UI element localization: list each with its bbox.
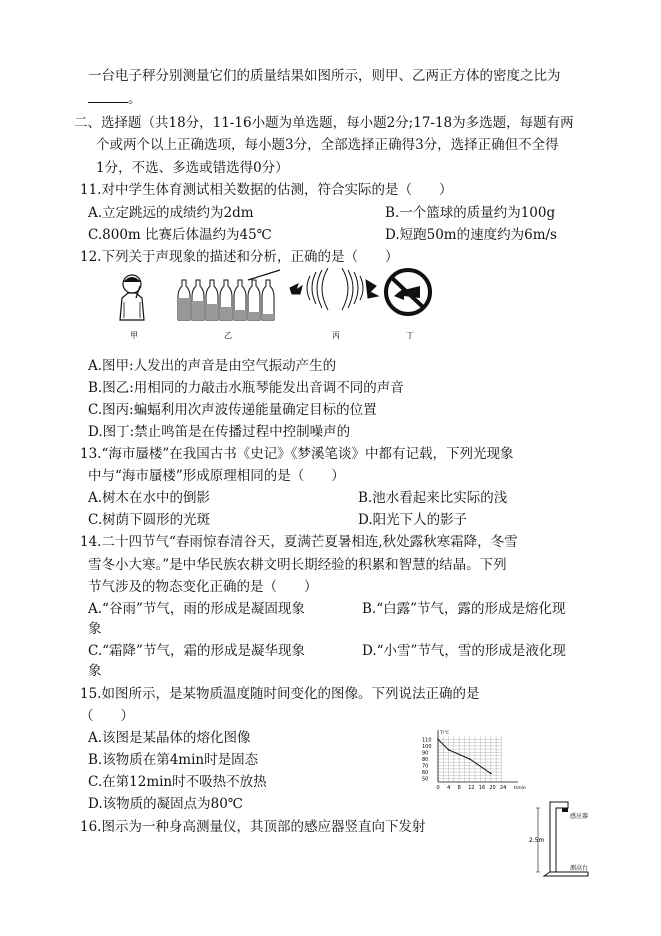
data-point bbox=[437, 738, 439, 740]
no-honking-sign-icon bbox=[386, 270, 430, 314]
q12-option-b[interactable]: B.图乙:用相同的力敲击水瓶琴能发出音调不同的声音 bbox=[88, 380, 404, 396]
x-tick-label: 16 bbox=[478, 785, 486, 791]
data-point bbox=[469, 758, 471, 760]
q11-option-c[interactable]: C.800m 比赛后体温约为45℃ bbox=[88, 227, 272, 243]
q12-option-a[interactable]: A.图甲:人发出的声音是由空气振动产生的 bbox=[88, 358, 337, 374]
q11-option-a[interactable]: A.立定跳远的成绩约为2dm bbox=[88, 205, 254, 221]
height-meter-figure bbox=[528, 798, 598, 882]
question-12: 12.下列关于声现象的描述和分析，正确的是（ ） bbox=[80, 249, 399, 265]
height-label: 2.5m bbox=[529, 837, 545, 844]
q15-option-d[interactable]: D.该物质的凝固点为80℃ bbox=[88, 796, 243, 812]
question-13: 13.“海市蜃楼”在我国古书《史记》《梦溪笔谈》中都有记载，下列光现象 bbox=[80, 446, 514, 462]
x-tick-label: 12 bbox=[468, 785, 475, 791]
q14-option-b[interactable]: B.“白露”节气，露的形成是熔化现 bbox=[362, 601, 566, 617]
question-13-cont: 中与“海市蜃楼”形成原理相同的是（ ） bbox=[88, 468, 345, 484]
y-tick-label: 80 bbox=[422, 757, 429, 763]
figure-label-bing: 丙 bbox=[332, 331, 340, 340]
y-tick-label: 70 bbox=[422, 763, 429, 770]
answer-blank[interactable] bbox=[88, 90, 128, 103]
x-tick-label: 4 bbox=[447, 785, 451, 791]
q14-option-c[interactable]: C.“霜降”节气，霜的形成是凝华现象 bbox=[88, 643, 305, 659]
q13-option-b[interactable]: B.池水看起来比实际的浅 bbox=[358, 490, 508, 506]
q11-option-d[interactable]: D.短跑50m的速度约为6m/s bbox=[385, 227, 557, 243]
question-15-cont: （ ） bbox=[80, 708, 134, 724]
y-tick-label: 100 bbox=[422, 743, 432, 750]
q13-option-d[interactable]: D.阳光下人的影子 bbox=[358, 512, 468, 528]
y-tick-label: 90 bbox=[422, 750, 429, 757]
y-axis-label: T/℃ bbox=[440, 731, 450, 736]
section-heading: 二、选择题（共18分，11-16小题为单选题，每小题2分;17-18为多选题，每题有两 bbox=[74, 115, 574, 131]
q15-option-a[interactable]: A.该图是某晶体的熔化图像 bbox=[88, 730, 251, 746]
y-tick-label: 50 bbox=[422, 776, 429, 783]
x-tick-label: 24 bbox=[499, 785, 507, 791]
question-14: 14.二十四节气“春雨惊春清谷天，夏满芒夏暑相连,秋处露秋寒霜降，冬雪 bbox=[80, 534, 518, 550]
question-14-cont: 雪冬小大寒。”是中华民族农耕文明长期经验的积累和智慧的结晶。下列 bbox=[88, 557, 507, 573]
person-humming-icon bbox=[120, 275, 144, 320]
section-heading-cont: 1分，不选、多选或错选得0分） bbox=[96, 160, 289, 176]
q12-option-c[interactable]: C.图丙:蝙蝠利用次声波传递能量确定目标的位置 bbox=[88, 402, 377, 418]
x-tick-label: 8 bbox=[457, 785, 461, 791]
question-text-line: 一台电子秤分别测量它们的质量结果如图所示，则甲、乙两正方体的密度之比为 bbox=[88, 68, 561, 84]
q14-option-d[interactable]: D.“小雪”节气，雪的形成是液化现 bbox=[362, 643, 566, 659]
sensor-label: 感应器 bbox=[570, 813, 589, 820]
y-tick-label: 110 bbox=[422, 737, 432, 744]
data-point bbox=[490, 773, 492, 775]
water-bottles-icon bbox=[178, 270, 280, 320]
question-11: 11.对中学生体育测试相关数据的估测，符合实际的是（ ） bbox=[80, 182, 453, 198]
q13-option-c[interactable]: C.树荫下圆形的光斑 bbox=[88, 512, 211, 528]
question-14-cont: 节气涉及的物态变化正确的是（ ） bbox=[88, 579, 318, 595]
q14-option-b-cont: 象 bbox=[88, 621, 102, 637]
question-16: 16.图示为一种身高测量仪，其顶部的感应器竖直向下发射 bbox=[80, 819, 426, 835]
period: 。 bbox=[128, 91, 142, 107]
bat-echolocation-icon bbox=[290, 268, 378, 310]
q14-option-d-cont: 象 bbox=[88, 663, 102, 679]
x-axis-label: t/min bbox=[514, 786, 526, 791]
answer-blank-line bbox=[88, 90, 142, 108]
q13-option-a[interactable]: A.树木在水中的倒影 bbox=[88, 490, 211, 506]
temperature-time-chart bbox=[416, 728, 526, 794]
platform-label: 测高台 bbox=[570, 865, 589, 872]
y-tick-label: 60 bbox=[422, 770, 429, 777]
q11-option-b[interactable]: B.一个篮球的质量约为100g bbox=[385, 205, 556, 221]
question-15: 15.如图所示，是某物质温度随时间变化的图像。下列说法正确的是 bbox=[80, 686, 480, 702]
figure-label-jia: 甲 bbox=[130, 331, 138, 340]
data-point bbox=[448, 749, 450, 751]
q14-option-a[interactable]: A.“谷雨”节气，雨的形成是凝固现象 bbox=[88, 601, 305, 617]
q12-option-d[interactable]: D.图丁:禁止鸣笛是在传播过程中控制噪声的 bbox=[88, 424, 351, 440]
sound-phenomena-figure bbox=[110, 268, 450, 346]
figure-label-yi: 乙 bbox=[224, 331, 232, 340]
q15-option-b[interactable]: B.该物质在第4min时是固态 bbox=[88, 752, 259, 768]
x-tick-label: 0 bbox=[436, 785, 440, 791]
sensor-icon bbox=[562, 808, 568, 812]
q15-option-c[interactable]: C.在第12min时不吸热不放热 bbox=[88, 774, 267, 790]
x-tick-label: 20 bbox=[489, 785, 496, 791]
figure-label-ding: 丁 bbox=[406, 331, 414, 340]
section-heading-cont: 个或两个以上正确选项，每小题3分，全部选择正确得3分，选择正确但不全得 bbox=[96, 137, 559, 153]
